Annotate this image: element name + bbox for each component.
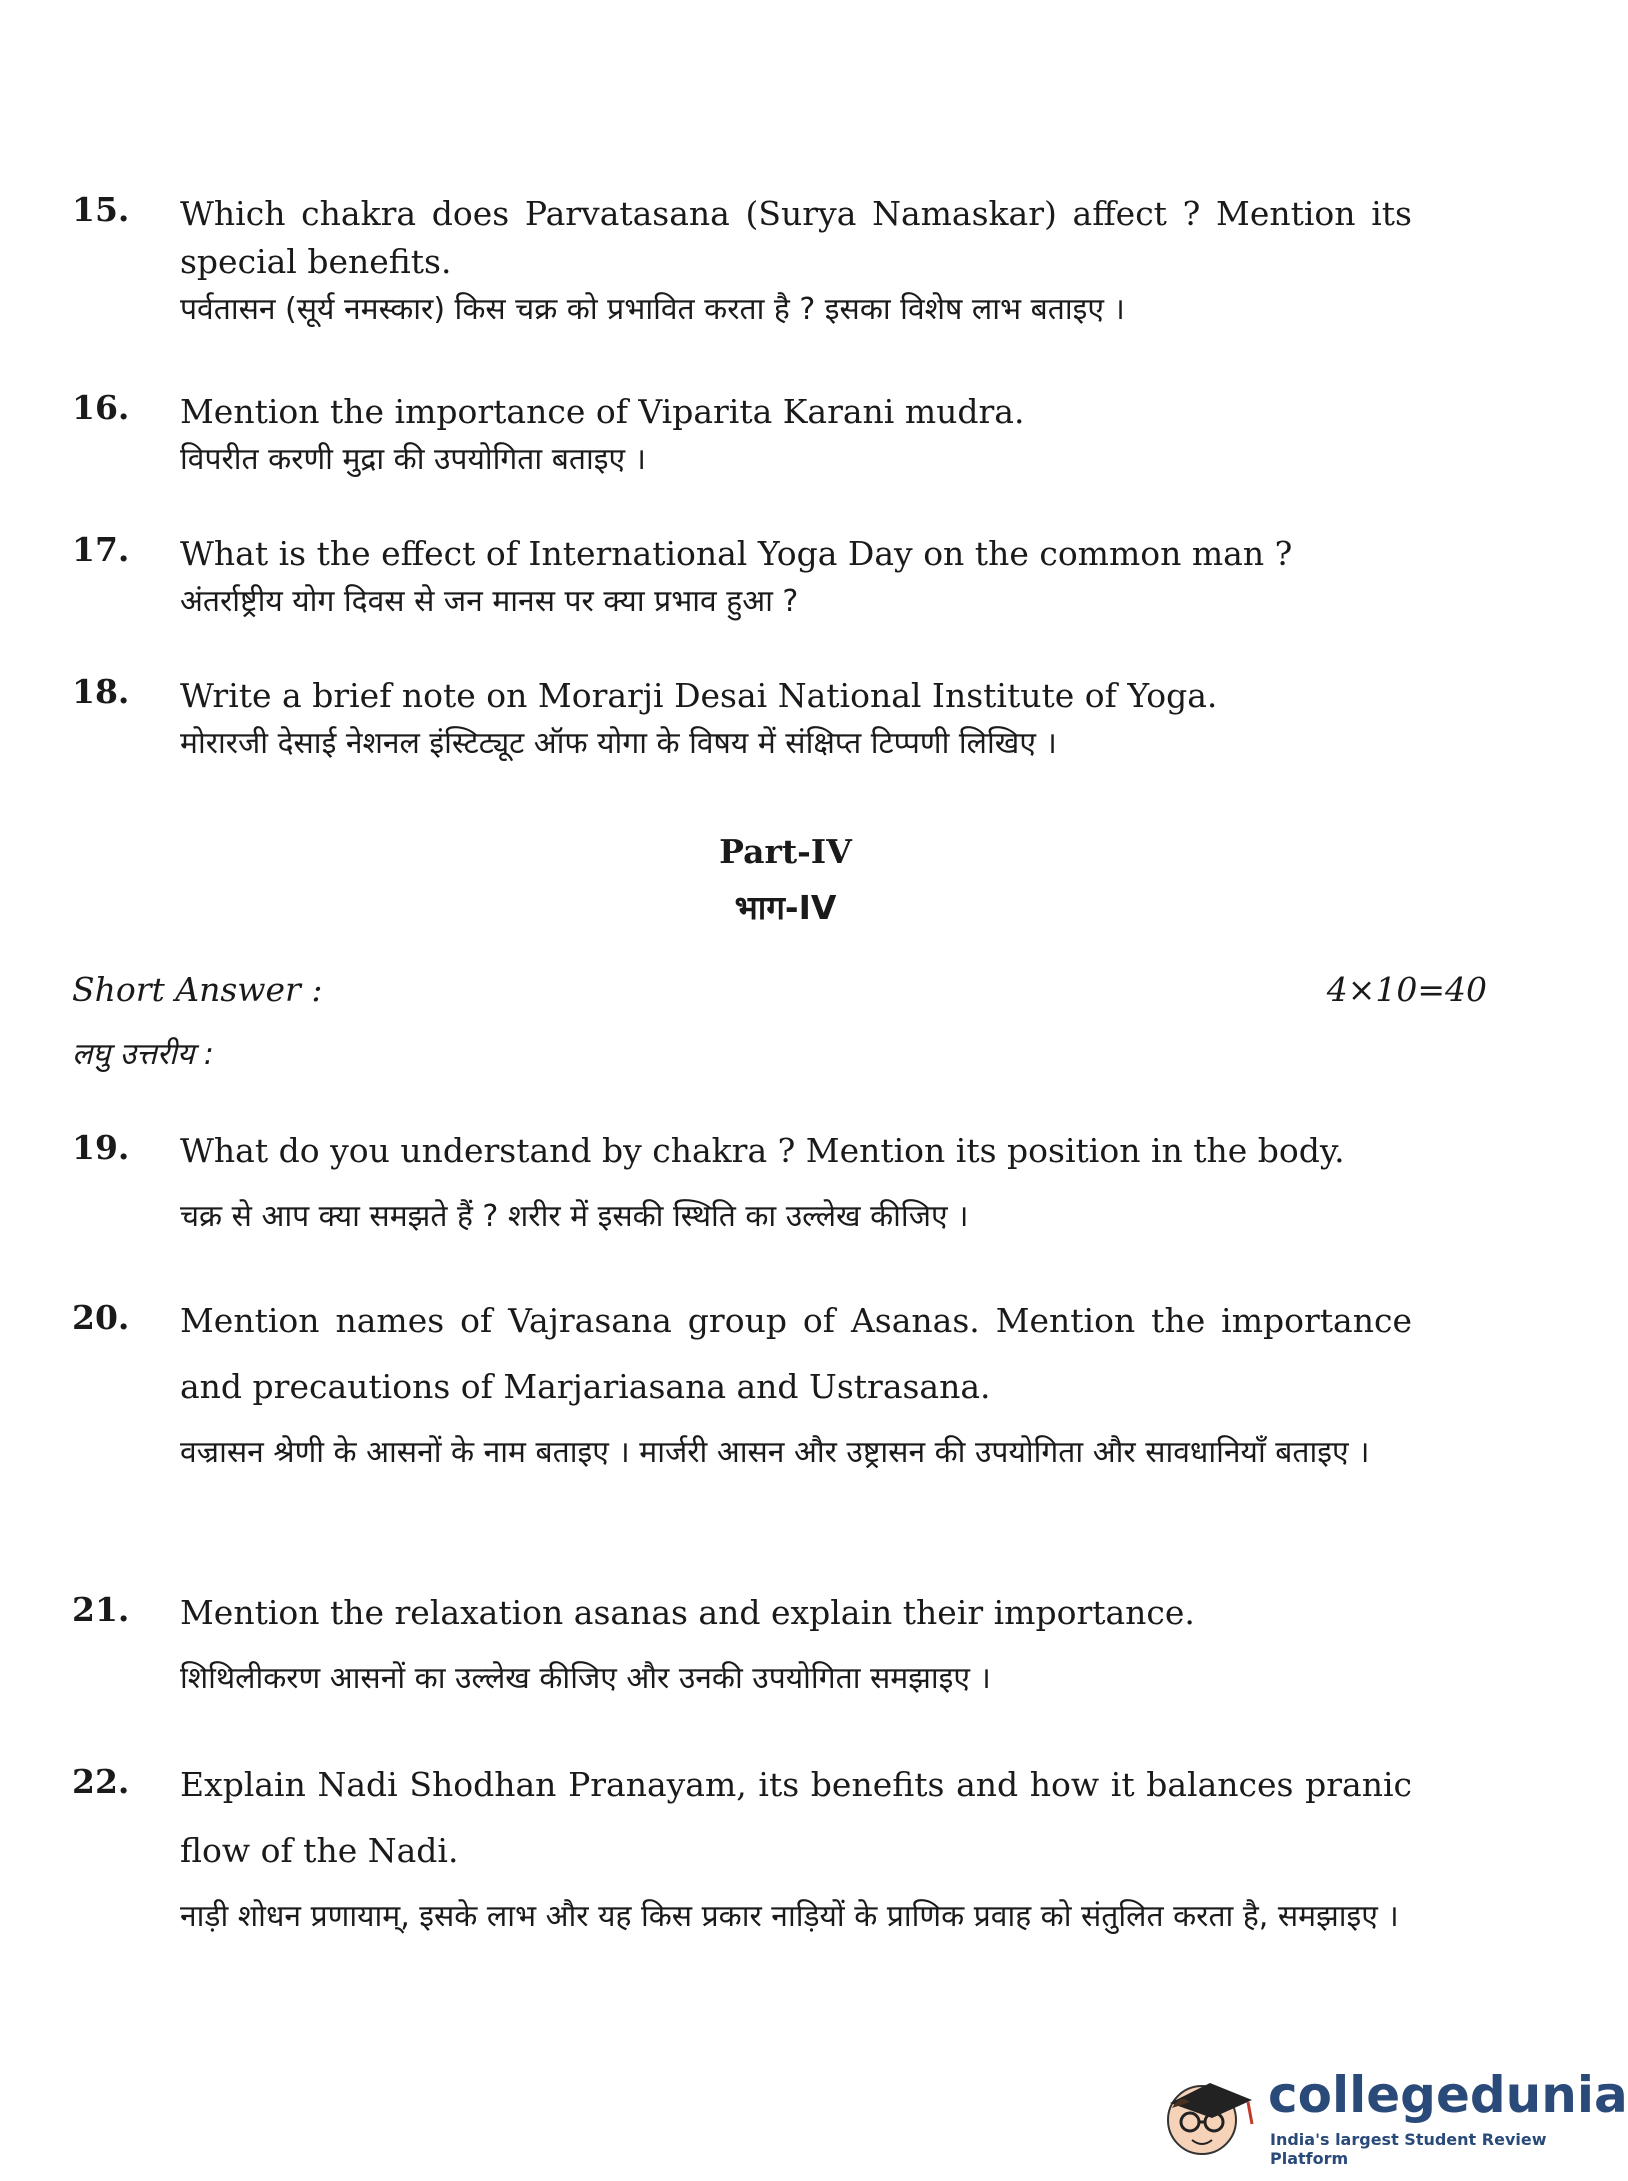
mascot-icon [1160, 2058, 1260, 2168]
part-title: Part-IV [719, 832, 852, 871]
section-marks: 4×10=40 [1326, 970, 1487, 1009]
question-text-hi: विपरीत करणी मुद्रा की उपयोगिता बताइए । [180, 442, 646, 477]
question-number: 20. [72, 1298, 130, 1337]
question-number: 19. [72, 1128, 130, 1167]
question-18 [72, 672, 1412, 768]
question-text-hi: नाड़ी शोधन प्रणायाम्, इसके लाभ और यह किस प्रकार नाड़ियों के प्राणिक प्रवाह को संतुलित करता है, समझाइए । [180, 1899, 1399, 1934]
question-text-hi: अंतर्राष्ट्रीय योग दिवस से जन मानस पर क्या प्रभाव हुआ ? [180, 584, 799, 619]
question-number: 21. [72, 1590, 130, 1629]
question-22 [72, 1752, 1412, 1950]
question-number: 17. [72, 530, 130, 569]
question-number: 16. [72, 388, 130, 427]
section-label-hi: लघु उत्तरीय : [72, 1037, 214, 1072]
question-15 [72, 190, 1412, 334]
question-text-en: Explain Nadi Shodhan Pranayam, its benefits and how it balances pranic flow of the Nadi. [180, 1765, 1412, 1870]
question-text-hi: शिथिलीकरण आसनों का उल्लेख कीजिए और उनकी उपयोगिता समझाइए । [180, 1661, 991, 1696]
question-text-hi: मोरारजी देसाई नेशनल इंस्टिट्यूट ऑफ योगा के विषय में संक्षिप्त टिप्पणी लिखिए । [180, 726, 1057, 761]
question-text-en: Mention names of Vajrasana group of Asanas. Mention the importance and precautions of Marjariasana and Ustrasana. [180, 1301, 1412, 1406]
section-label: Short Answer : [72, 970, 323, 1009]
question-16 [72, 388, 1412, 484]
question-number: 18. [72, 672, 130, 711]
collegedunia-logo[interactable] [1160, 2058, 1628, 2168]
question-text-en: Which chakra does Parvatasana (Surya Namaskar) affect ? Mention its special benefits. [180, 194, 1412, 281]
question-text-en: Mention the importance of Viparita Karani mudra. [180, 392, 1025, 431]
question-20 [72, 1288, 1412, 1486]
question-text-en: What is the effect of International Yoga Day on the common man ? [180, 534, 1293, 573]
question-text-en: Write a brief note on Morarji Desai National Institute of Yoga. [180, 676, 1218, 715]
question-number: 15. [72, 190, 130, 229]
question-text-en: Mention the relaxation asanas and explain their importance. [180, 1593, 1195, 1632]
question-21 [72, 1580, 1412, 1712]
question-text-hi: चक्र से आप क्या समझते हैं ? शरीर में इसकी स्थिति का उल्लेख कीजिए । [180, 1199, 969, 1234]
question-17 [72, 530, 1412, 626]
logo-tagline: India's largest Student Review Platform [1270, 2130, 1547, 2168]
question-text-en: What do you understand by chakra ? Mention its position in the body. [180, 1131, 1345, 1170]
part-title-hi: भाग-IV [734, 888, 837, 927]
question-19 [72, 1118, 1412, 1250]
question-text-hi: वज्रासन श्रेणी के आसनों के नाम बताइए । मार्जरी आसन और उष्ट्रासन की उपयोगिता और सावधानियाँ बताइए । [180, 1435, 1370, 1470]
logo-name: collegedunia [1268, 2066, 1628, 2124]
question-number: 22. [72, 1762, 130, 1801]
question-text-hi: पर्वतासन (सूर्य नमस्कार) किस चक्र को प्रभावित करता है ? इसका विशेष लाभ बताइए । [180, 292, 1125, 327]
